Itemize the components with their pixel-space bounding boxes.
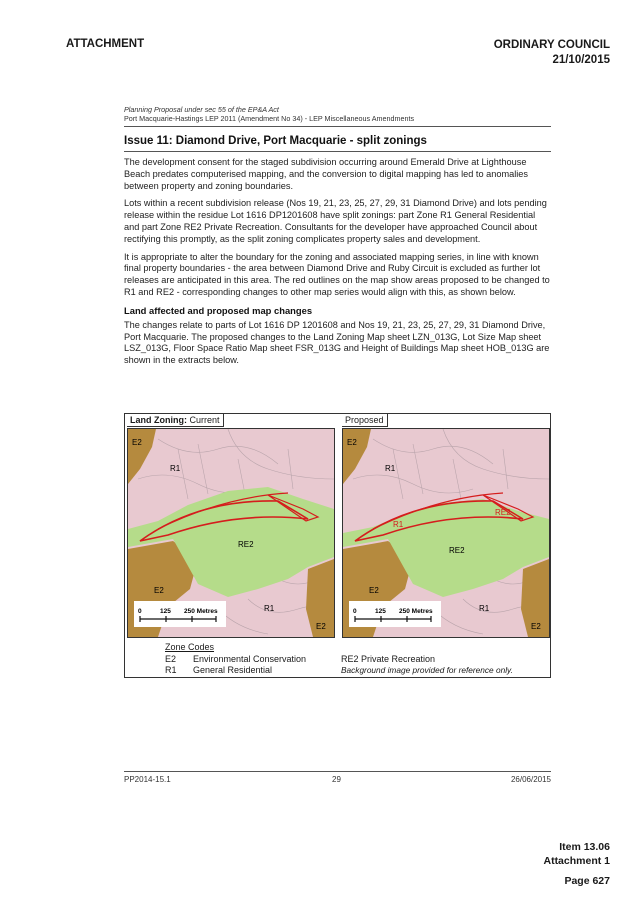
legend-row-2 [165,665,513,677]
paragraph-3: It is appropriate to alter the boundary for the zoning and associated mapping series, in line with known final property boundaries - the area between Diamond Drive and Ruby Circuit is excluded as further lot releases are anticipated in this area. The red outlines on the map show areas proposed to be changed to R1 and RE2 - corresponding changes to other map series would align with this, as shown below. [124,251,550,297]
doc-subheader-2: Port Macquarie-Hastings LEP 2011 (Amendment No 34) - LEP Miscellaneous Amendments [124,114,415,123]
section-heading: Land affected and proposed map changes [124,304,313,316]
scale-tick-0: 0 [138,608,142,615]
label-r1: R1 [170,464,181,473]
legend-name-e2: Environmental Conservation [193,653,307,664]
label-r1-red: R1 [393,520,404,529]
label-e2-right: E2 [316,622,326,631]
zoning-figure [124,413,551,678]
attachment-number: Attachment 1 [543,855,610,867]
legend-row-1 [165,654,513,666]
legend-note: Background image provided for reference only. [341,665,513,675]
zone-codes-legend [165,642,513,677]
document-body [124,105,551,373]
legend-code-r1: R1 [165,665,177,675]
proposed-map-title: Proposed [342,414,388,427]
doc-footer [124,771,551,784]
label-re2: RE2 [238,540,254,549]
proposed-map-svg [343,429,549,637]
current-map-panel [127,414,335,640]
proposed-map-panel [342,414,550,640]
meeting-name: ORDINARY COUNCIL [493,39,610,51]
page-number: Page 627 [564,875,610,887]
doc-subheader-1: Planning Proposal under sec 55 of the EP&A Act [124,105,279,114]
zone-codes-title: Zone Codes [165,642,215,652]
label-e2-top: E2 [132,438,142,447]
meeting-date: 21/10/2015 [552,54,610,66]
paragraph-2: Lots within a recent subdivision release (Nos 19, 21, 23, 25, 27, 29, 31 Diamond Drive) and lots pending release within the residue Lot 1616 DP1201608 have split zonings: part Zone R1 General Residential and part Zone RE2 Private Recreation. Consultants for the developer have approached Council about rectifying this promptly, as the split zoning complicates property sales and development. [124,198,547,244]
label-r1-bottom-proposed: R1 [479,604,490,613]
scale-tick-0-proposed: 0 [353,608,357,615]
proposed-zoning-map [342,428,550,638]
attachment-label: ATTACHMENT [66,38,145,50]
footer-ref: PP2014-15.1 [124,775,171,784]
footer-page: 29 [332,775,341,784]
issue-title: Issue 11: Diamond Drive, Port Macquarie - split zonings [124,135,427,147]
section-paragraph: The changes relate to parts of Lot 1616 DP 1201608 and Nos 19, 21, 23, 25, 27, 29, 31 Diamond Drive, Port Macquarie. The proposed changes to the Land Zoning Map sheet LZN_013G, Lot Size Map sheet LSZ_013G, Floor Space Ratio Map sheet FSR_013G and Height of Buildings Map sheet HOB_013G are shown in the extracts below. [124,319,550,366]
title-rule [124,151,551,152]
legend-name-r1: General Residential [193,665,273,675]
label-e2-top-proposed: E2 [347,438,357,447]
scale-tick-250-proposed: 250 Metres [399,608,433,615]
label-e2-bottom: E2 [154,586,164,595]
page-reference [543,840,610,888]
current-map-svg [128,429,334,637]
scale-tick-250: 250 Metres [184,608,218,615]
meeting-header [494,38,610,68]
footer-date: 26/06/2015 [510,775,551,784]
label-r1-bottom: R1 [264,604,275,613]
paragraph-1: The development consent for the staged subdivision occurring around Emerald Drive at Lighthouse Beach predates computerised mapping, and the conversion to digital mapping has led to anomalies between property and zoning boundaries. [124,157,528,191]
label-e2-right-proposed: E2 [531,622,541,631]
legend-code-e2: E2 [165,653,177,664]
legend-re2: RE2 Private Recreation [341,653,436,664]
label-re2-proposed: RE2 [449,546,465,555]
scale-tick-125: 125 [160,608,171,615]
label-e2-bottom-proposed: E2 [369,586,379,595]
header-rule [124,126,551,127]
label-re2-red: RE2 [495,508,511,517]
scale-tick-125-proposed: 125 [375,608,386,615]
label-r1-proposed: R1 [385,464,396,473]
current-map-title: Land Zoning: Current [127,414,224,427]
current-zoning-map [127,428,335,638]
item-number: Item 13.06 [559,841,610,853]
